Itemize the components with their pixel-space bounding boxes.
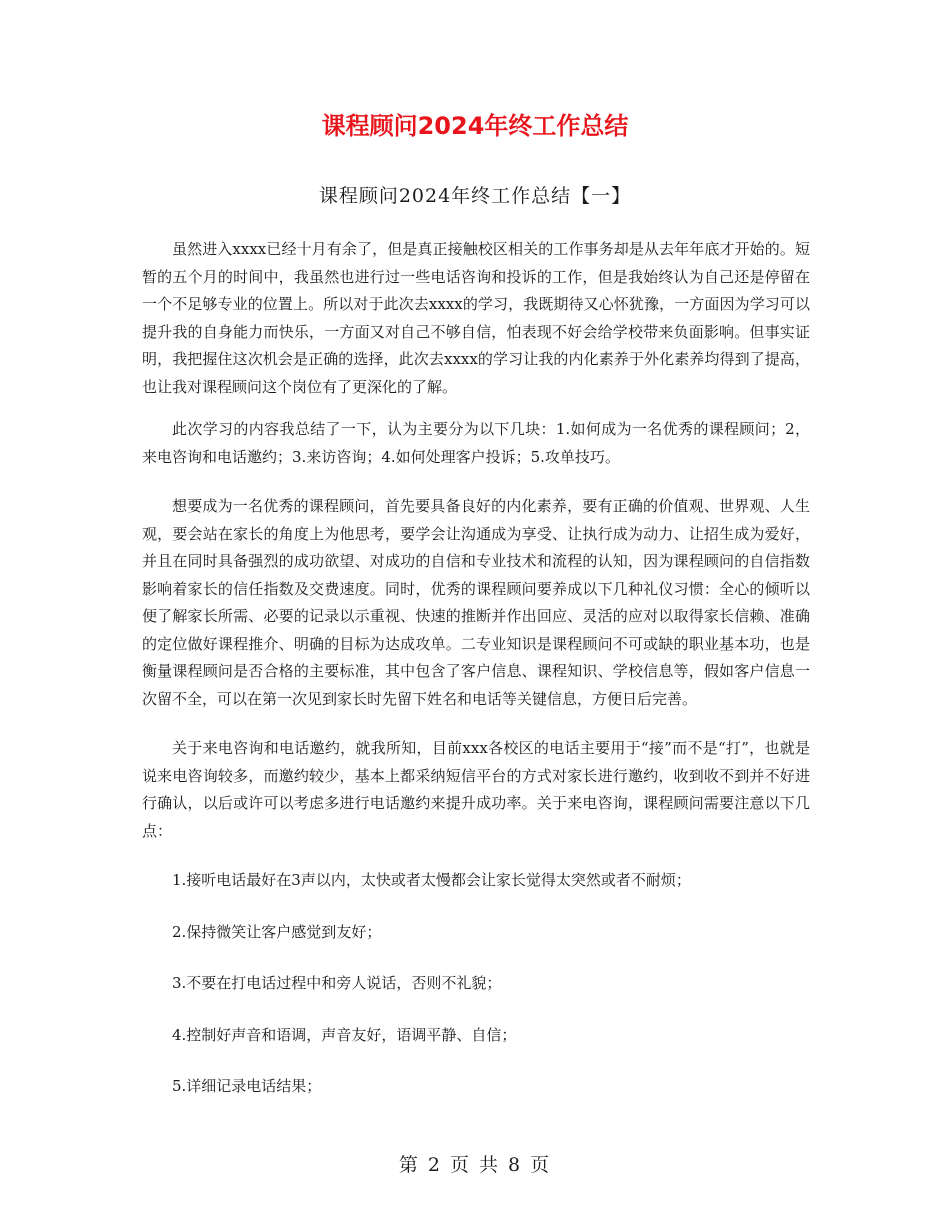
- list-item: 3.不要在打电话过程中和旁人说话，否则不礼貌；: [172, 974, 502, 992]
- paragraph-intro: 虽然进入xxxx已经十月有余了，但是真正接触校区相关的工作事务却是从去年年底才开始的。短暂的五个月的时间中，我虽然也进行过一些电话咨询和投诉的工作，但是我始终认为自己还是停留在一个不足够专业的位置上。所以对于此次去xxxx的学习，我既期待又心怀犹豫，一方面因为学习可以提升我的自身能力而快乐，一方面又对自己不够自信，怕表现不好会给学校带来负面影响。但事实证明，我把握住这次机会是正确的选择，此次去xxxx的学习让我的内化素养于外化素养均得到了提高，也让我对课程顾问这个岗位有了更深化的了解。: [142, 240, 810, 396]
- page-number-footer: 第 2 页 共 8 页: [398, 1154, 552, 1176]
- document-title: 课程顾问2024年终工作总结: [321, 112, 629, 140]
- list-item: 4.控制好声音和语调，声音友好，语调平静、自信；: [172, 1025, 517, 1044]
- paragraph-qualities: 想要成为一名优秀的课程顾问，首先要具备良好的内化素养，要有正确的价值观、世界观、人生观，要会站在家长的角度上为他思考，要学会让沟通成为享受、让执行成为动力、让招生成为爱好，并且在同时具备强烈的成功欲望、对成功的自信和专业技术和流程的认知，因为课程顾问的自信指数影响着家长的信任指数及交费速度。同时，优秀的课程顾问要养成以下几种礼仪习惯：全心的倾听以便了解家长所需、必要的记录以示重视、快速的推断并作出回应、灵活的应对以取得家长信赖、准确的定位做好课程推介、明确的目标为达成攻单。二专业知识是课程顾问不可或缺的职业基本功，也是衡量课程顾问是否合格的主要标准，其中包含了客户信息、课程知识、学校信息等，假如客户信息一次留不全，可以在第一次见到家长时先留下姓名和电话等关键信息，方便日后完善。: [142, 497, 810, 708]
- list-item: 1.接听电话最好在3声以内，太快或者太慢都会让家长觉得太突然或者不耐烦；: [172, 871, 691, 889]
- section-title: 课程顾问2024年终工作总结【一】: [318, 185, 632, 207]
- paragraph-summary: 此次学习的内容我总结了一下，认为主要分为以下几块：1.如何成为一名优秀的课程顾问；2，来电咨询和电话邀约；3.来访咨询；4.如何处理客户投诉；5.攻单技巧。: [142, 420, 810, 466]
- document-body: [142, 236, 810, 1125]
- paragraph-phone-consult: 关于来电咨询和电话邀约，就我所知，目前xxx各校区的电话主要用于“接”而不是“打”，也就是说来电咨询较多，而邀约较少，基本上都采纳短信平台的方式对家长进行邀约，收到收不到并不好进行确认，以后或许可以考虑多进行电话邀约来提升成功率。关于来电咨询，课程顾问需要注意以下几点：: [142, 739, 810, 840]
- list-item: 2.保持微笑让客户感觉到友好；: [172, 922, 382, 941]
- list-item: 5.详细记录电话结果；: [172, 1077, 322, 1095]
